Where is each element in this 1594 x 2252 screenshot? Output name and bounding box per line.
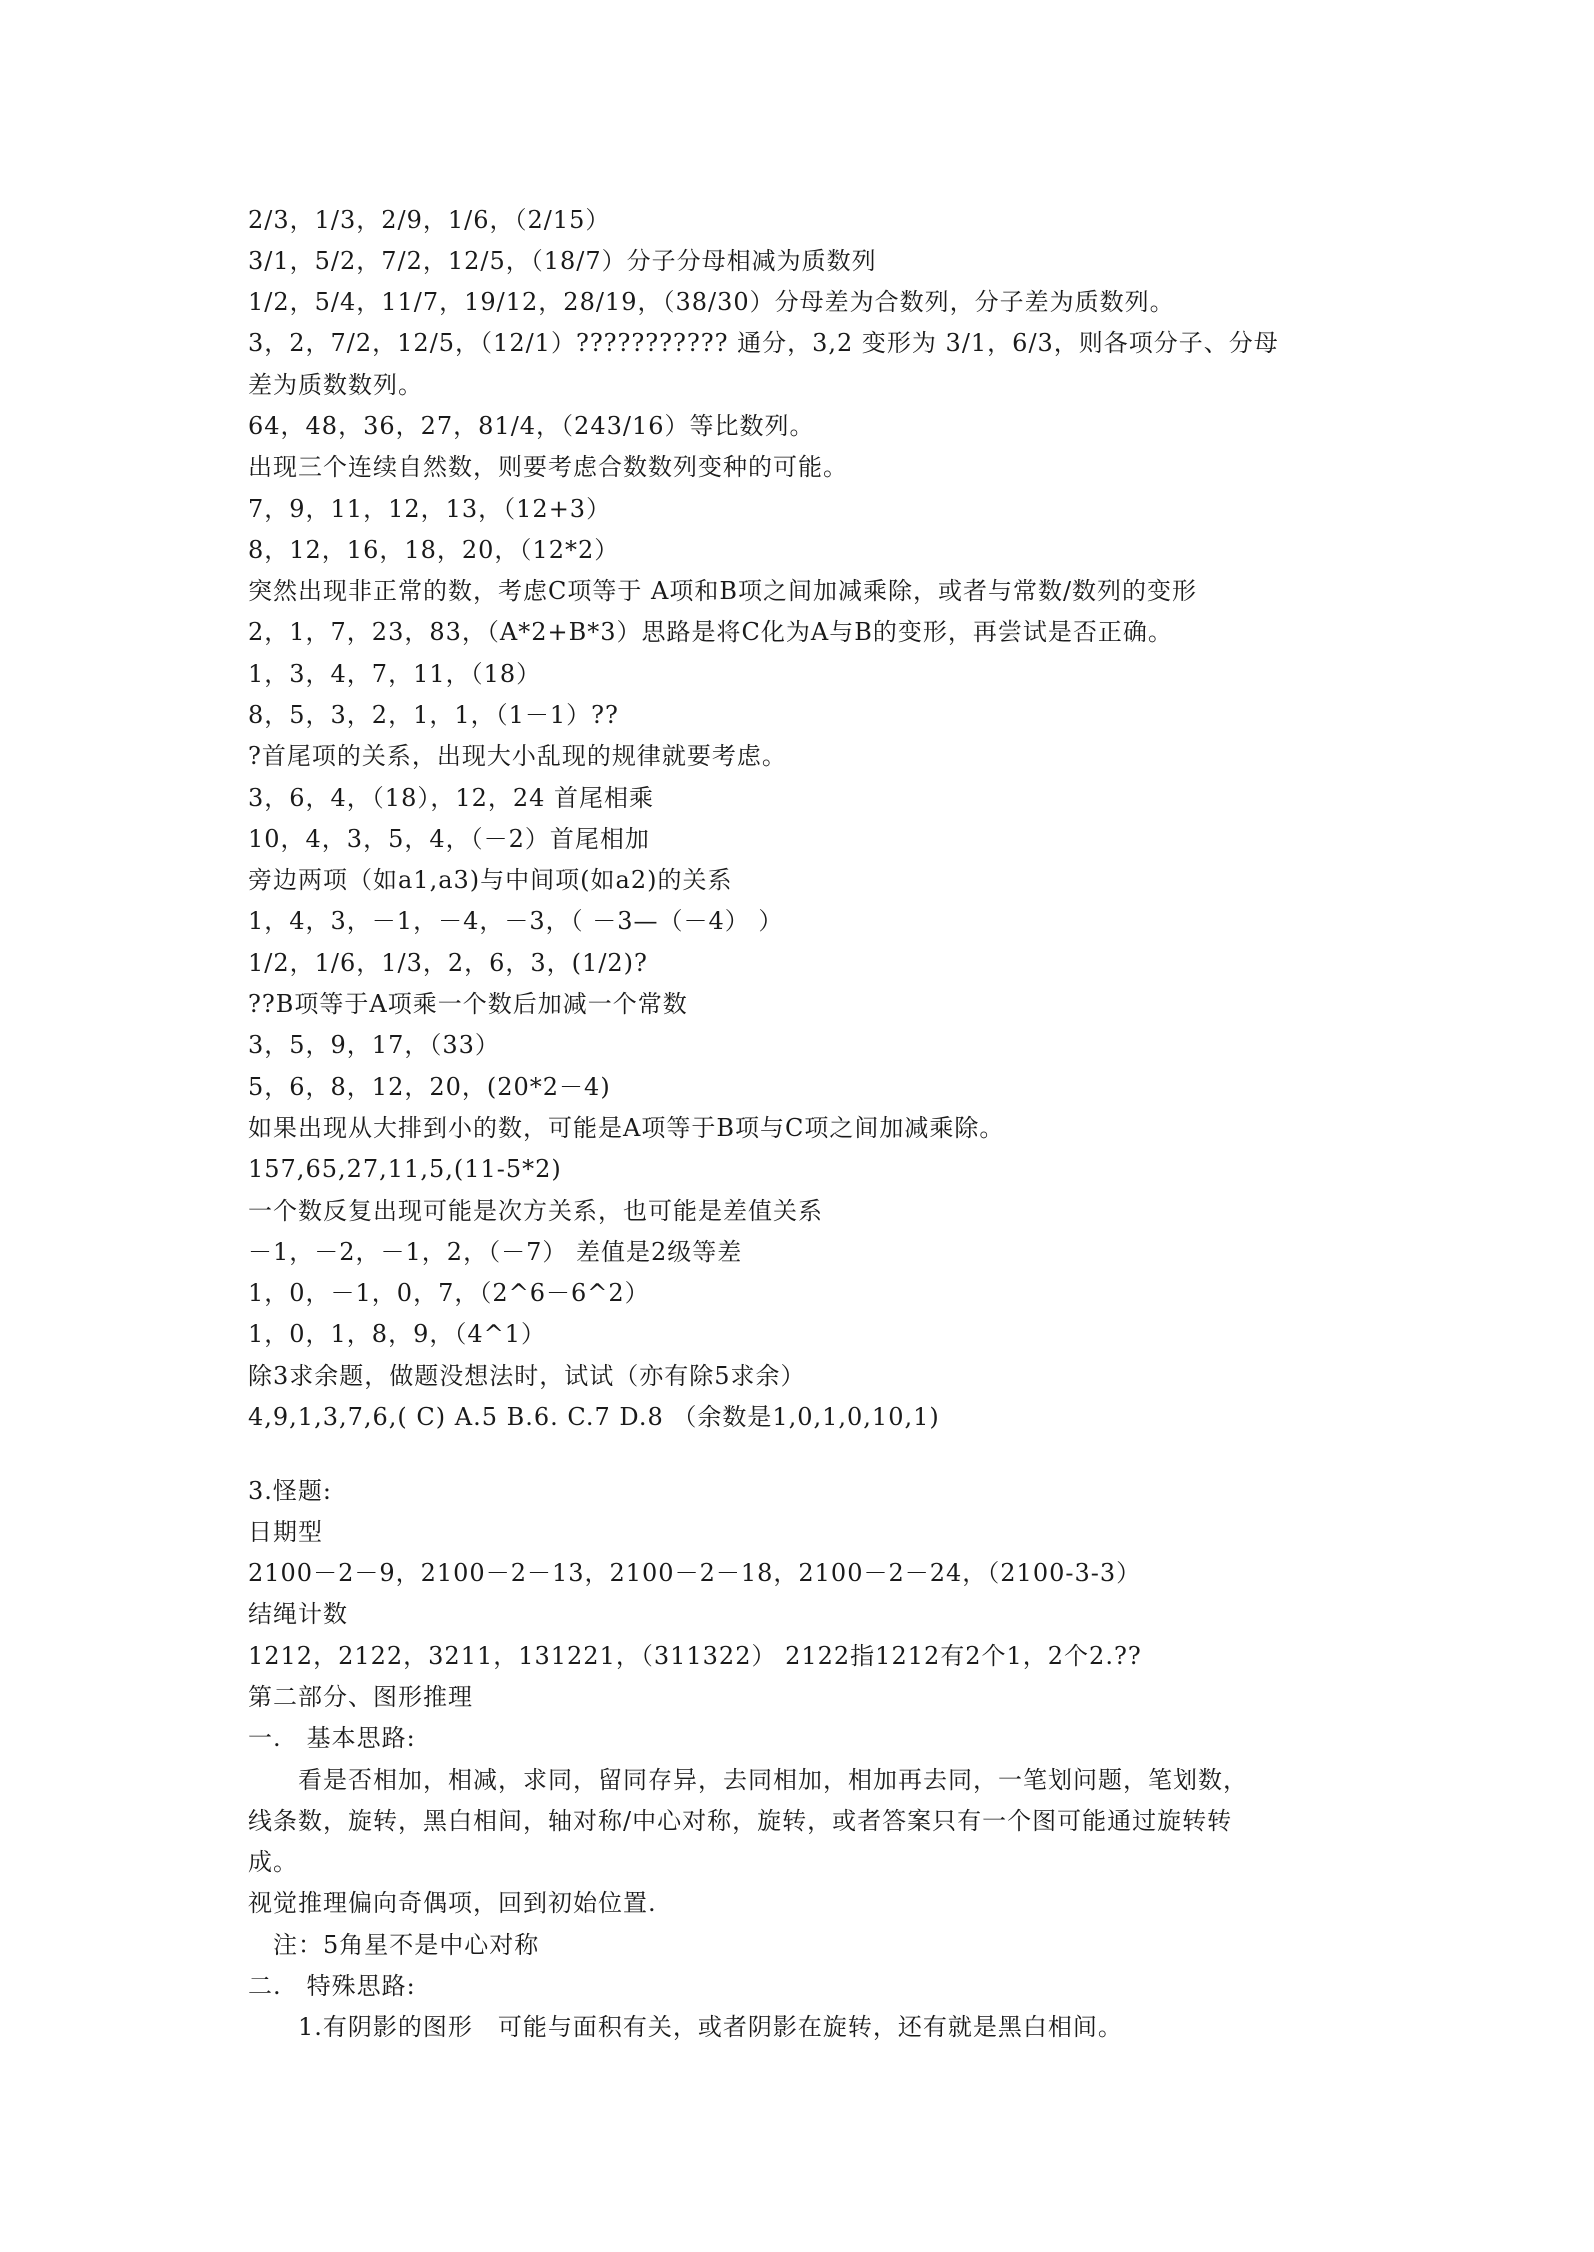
- text-line: 3/1，5/2，7/2，12/5，（18/7）分子分母相减为质数列: [248, 247, 877, 275]
- text-line: 2100－2－9，2100－2－13，2100－2－18，2100－2－24，（2100-3-3）: [248, 1559, 1142, 1587]
- text-line: 注：5角星不是中心对称: [248, 1931, 540, 1959]
- text-line: 4,9,1,3,7,6,( C) A.5 B.6. C.7 D.8 （余数是1,0,1,0,10,1): [248, 1403, 940, 1431]
- text-line: 线条数，旋转，黑白相间，轴对称/中心对称，旋转，或者答案只有一个图可能通过旋转转: [248, 1807, 1233, 1835]
- text-line: 1，3，4，7，11，（18）: [248, 660, 542, 688]
- text-line: 64，48，36，27，81/4，（243/16）等比数列。: [248, 412, 815, 440]
- text-line: 结绳计数: [248, 1600, 348, 1628]
- section-heading: 二. 特殊思路:: [248, 1972, 416, 2000]
- section-heading: 第二部分、图形推理: [248, 1683, 473, 1711]
- text-line: 1/2，1/6，1/3，2，6，3，(1/2)?: [248, 949, 648, 977]
- text-line: 差为质数数列。: [248, 371, 423, 399]
- text-line: 除3求余题，做题没想法时，试试（亦有除5求余）: [248, 1362, 806, 1390]
- text-line: 一个数反复出现可能是次方关系，也可能是差值关系: [248, 1197, 823, 1225]
- text-line: 出现三个连续自然数，则要考虑合数数列变种的可能。: [248, 453, 848, 481]
- text-line: 2，1，7，23，83，（A*2+B*3）思路是将C化为A与B的变形，再尝试是否正确。: [248, 618, 1173, 646]
- text-line: 1，0，－1，0，7，（2^6－6^2）: [248, 1279, 650, 1307]
- text-line: 1212，2122，3211，131221，（311322） 2122指1212有2个1，2个2.??: [248, 1642, 1142, 1670]
- text-line: 3，2，7/2，12/5，（12/1）??????????? 通分，3,2 变形为 3/1，6/3，则各项分子、分母: [248, 329, 1279, 357]
- text-line: 日期型: [248, 1518, 323, 1546]
- text-line: 157,65,27,11,5,(11-5*2): [248, 1155, 562, 1183]
- text-line: －1，－2，－1，2，（－7） 差值是2级等差: [248, 1238, 743, 1266]
- text-line: 1，4，3，－1，－4，－3，（ －3—（－4） ）: [248, 907, 784, 935]
- text-line: ??B项等于A项乘一个数后加减一个常数: [248, 990, 688, 1018]
- text-line: ?首尾项的关系，出现大小乱现的规律就要考虑。: [248, 742, 787, 770]
- text-line: 1，0，1，8，9，（4^1）: [248, 1320, 546, 1348]
- text-line: 8，5，3，2，1，1，（1－1）??: [248, 701, 619, 729]
- text-line: 看是否相加，相减，求同，留同存异，去同相加，相加再去同，一笔划问题，笔划数，: [248, 1766, 1248, 1794]
- section-heading: 3.怪题:: [248, 1477, 332, 1505]
- text-line: 突然出现非正常的数，考虑C项等于 A项和B项之间加减乘除，或者与常数/数列的变形: [248, 577, 1198, 605]
- text-line: 10，4，3，5，4，（－2）首尾相加: [248, 825, 650, 853]
- text-line: 成。: [248, 1848, 298, 1876]
- text-line: 1.有阴影的图形 可能与面积有关，或者阴影在旋转，还有就是黑白相间。: [248, 2013, 1123, 2041]
- text-line: 5，6，8，12，20，(20*2－4): [248, 1073, 611, 1101]
- text-line: 如果出现从大排到小的数，可能是A项等于B项与C项之间加减乘除。: [248, 1114, 1005, 1142]
- text-line: 旁边两项（如a1,a3)与中间项(如a2)的关系: [248, 866, 733, 894]
- section-heading: 一. 基本思路:: [248, 1724, 416, 1752]
- text-line: 3，6，4，（18），12，24 首尾相乘: [248, 784, 655, 812]
- text-line: 3，5，9，17，（33）: [248, 1031, 500, 1059]
- text-line: 视觉推理偏向奇偶项，回到初始位置.: [248, 1889, 657, 1917]
- text-line: 1/2，5/4，11/7，19/12，28/19，（38/30）分母差为合数列，分子差为质数列。: [248, 288, 1175, 316]
- text-line: 8，12，16，18，20，（12*2）: [248, 536, 620, 564]
- text-line: 7，9，11，12，13，（12+3）: [248, 495, 612, 523]
- text-line: 2/3，1/3，2/9，1/6，（2/15）: [248, 206, 611, 234]
